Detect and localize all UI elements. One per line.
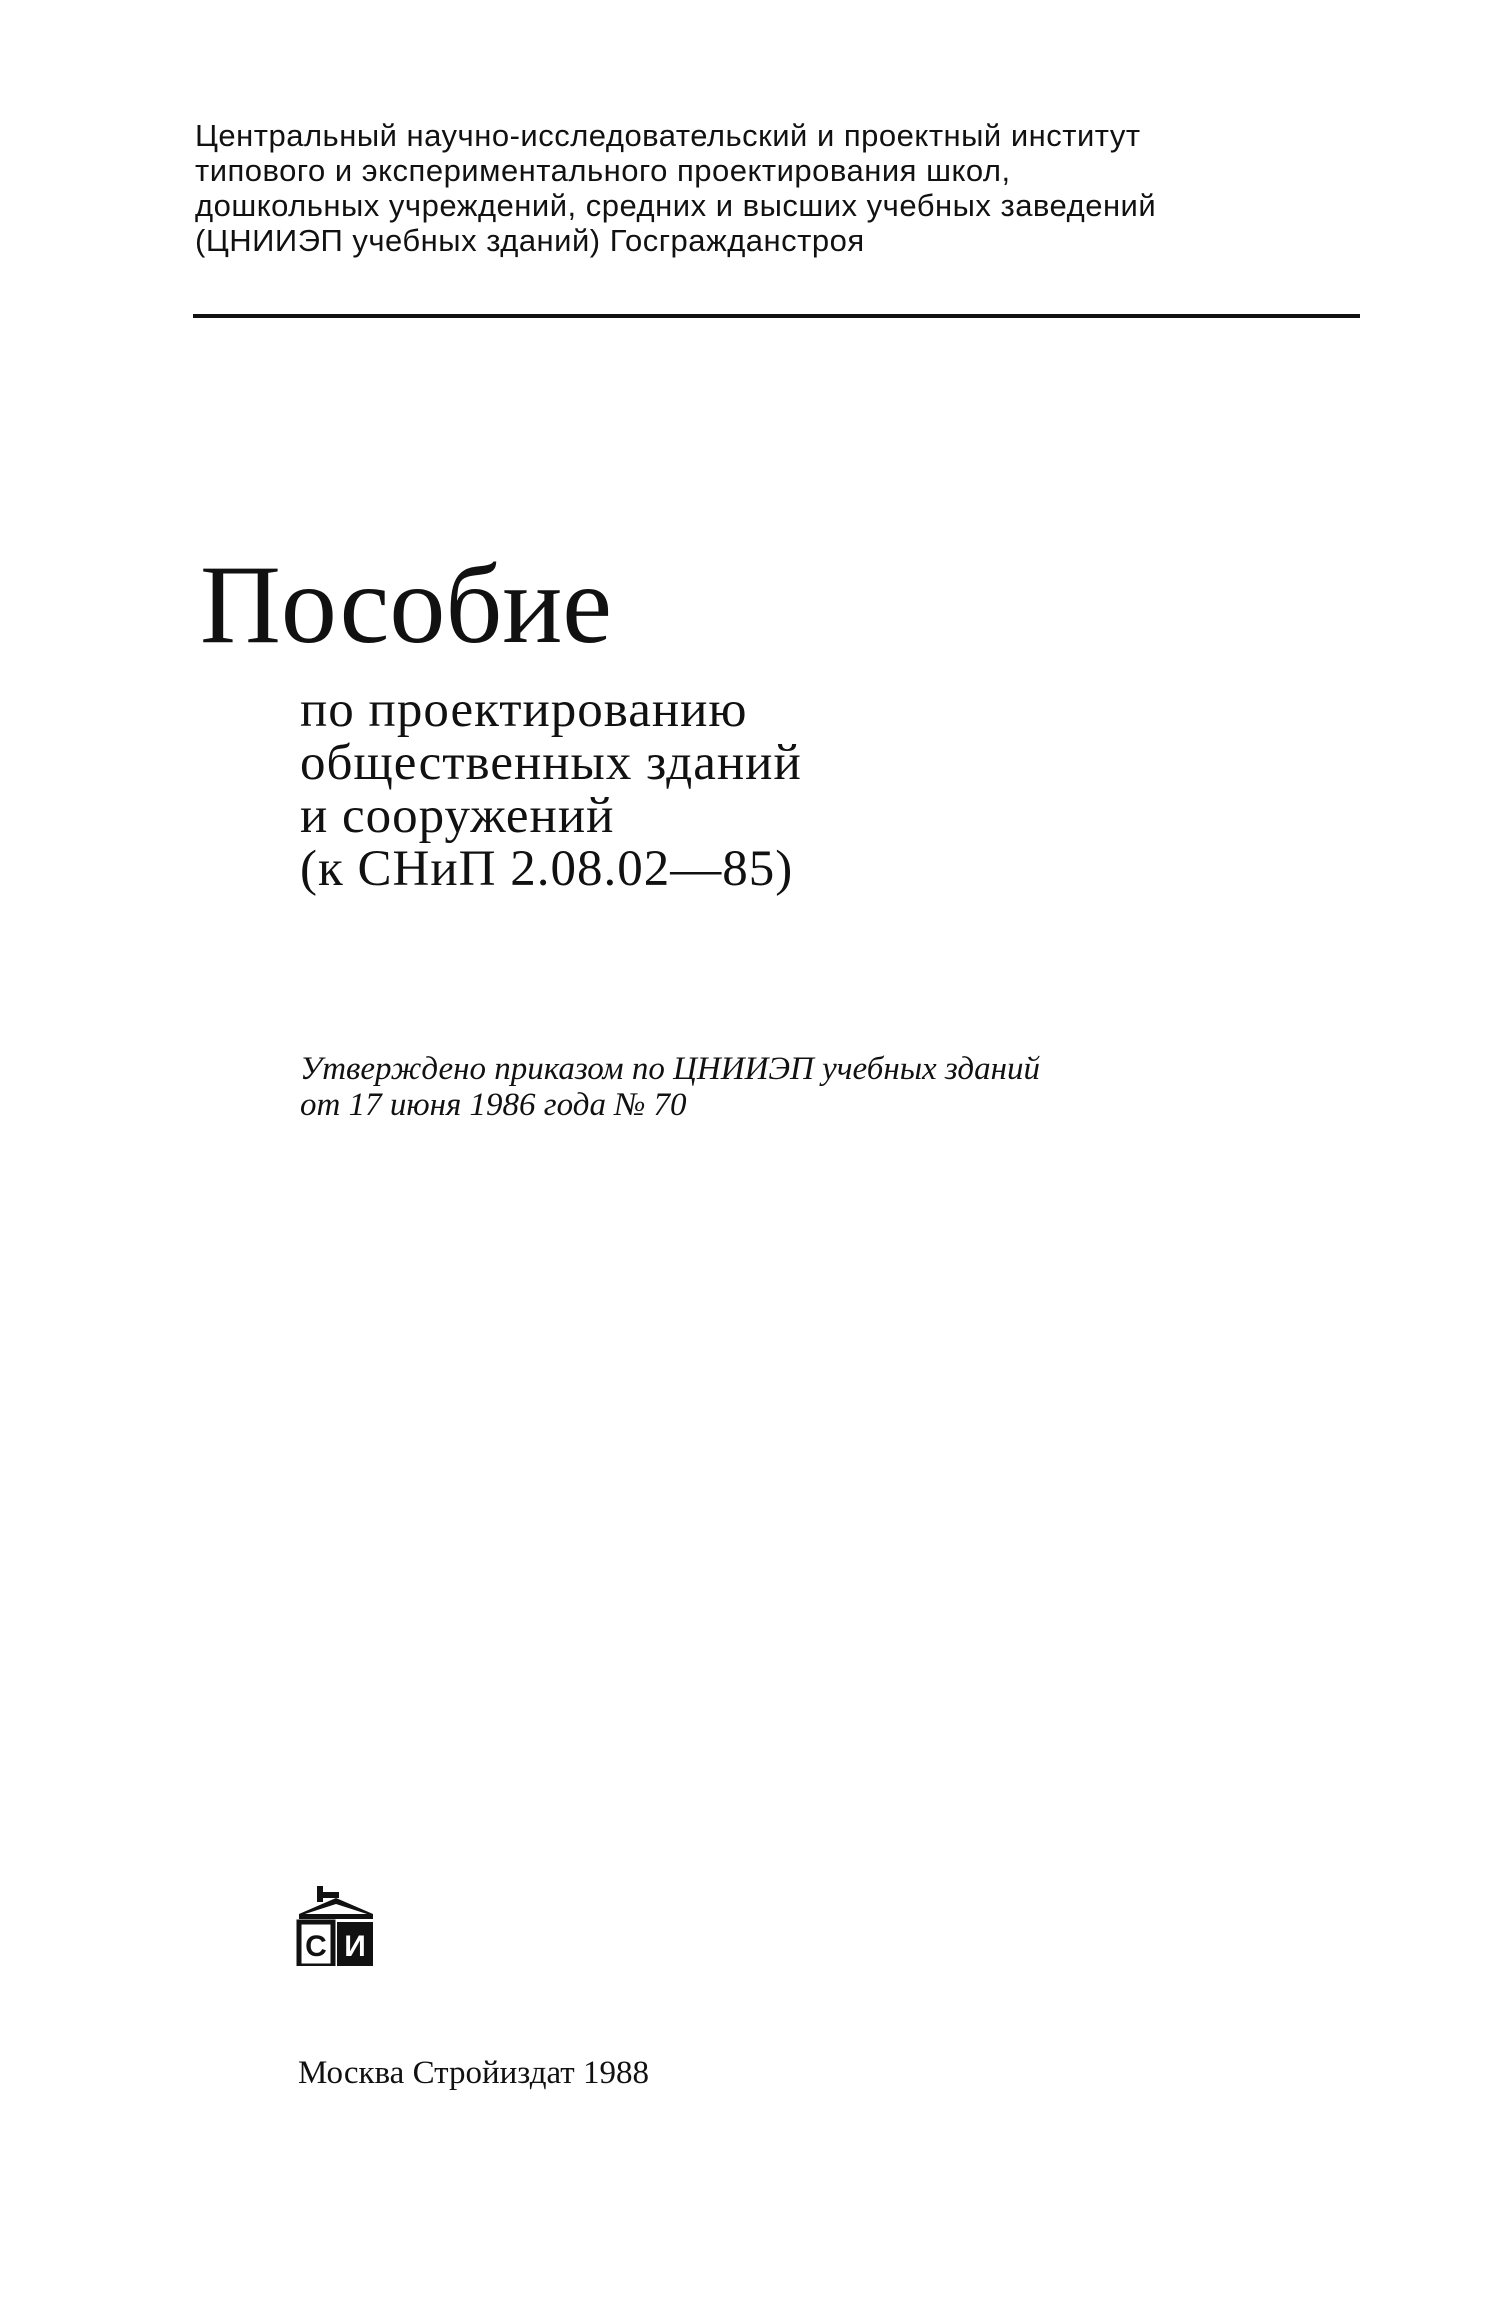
logo-letter-s: С: [305, 1930, 327, 1963]
stroyizdat-logo-icon: [295, 1886, 377, 1966]
logo-letter-i: И: [344, 1930, 366, 1963]
document-title: Пособие: [200, 543, 613, 667]
institution-line-4: (ЦНИИЭП учебных зданий) Госгражданстроя: [195, 223, 865, 258]
document-subtitle: [300, 684, 802, 896]
institution-line-2: типового и экспериментального проектирования школ,: [195, 153, 1011, 188]
subtitle-line-1: по проектированию: [300, 682, 748, 738]
subtitle-line-2: общественных зданий: [300, 735, 802, 791]
approval-line-2: от 17 июня 1986 года № 70: [300, 1087, 687, 1123]
subtitle-line-3: и сооружений: [300, 788, 615, 844]
institution-block: [195, 118, 1385, 258]
subtitle-line-4: (к СНиП 2.08.02—85): [300, 841, 794, 897]
institution-line-1: Центральный научно-исследовательский и проектный институт: [195, 118, 1141, 153]
publisher-imprint: Москва Стройиздат 1988: [298, 2055, 649, 2091]
approval-note: [300, 1051, 1040, 1123]
institution-line-3: дошкольных учреждений, средних и высших учебных заведений: [195, 188, 1157, 223]
horizontal-rule: [193, 314, 1360, 318]
approval-line-1: Утверждено приказом по ЦНИИЭП учебных зданий: [300, 1051, 1040, 1087]
